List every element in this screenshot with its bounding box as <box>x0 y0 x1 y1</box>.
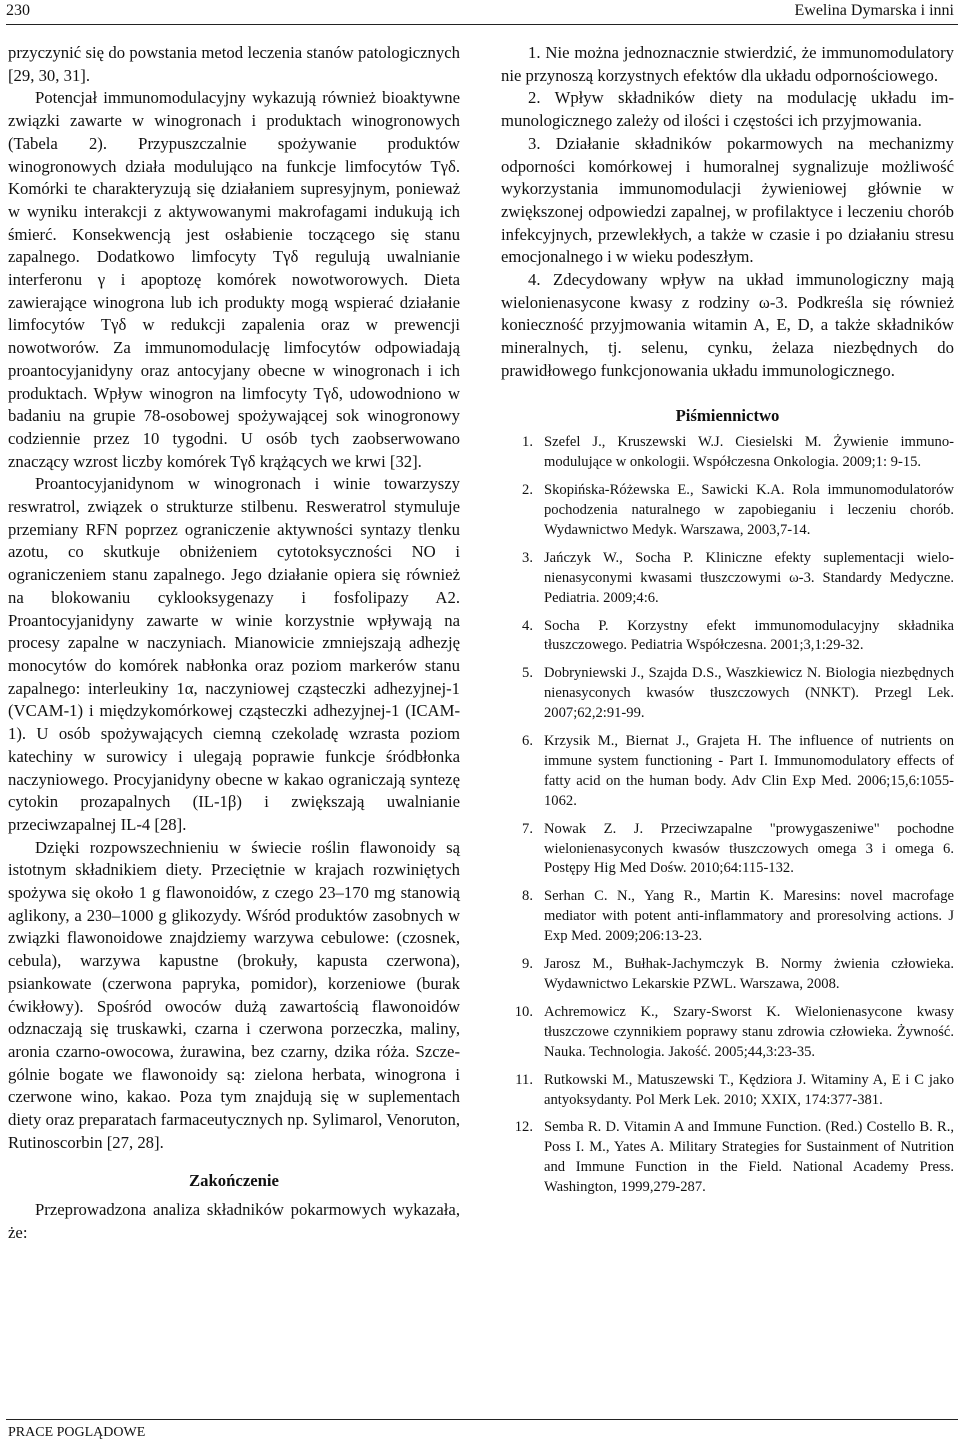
conclusion-item: 1. Nie można jednoznacznie stwierdzić, że immunomodulatory nie przynoszą korzystnych efektów dla układu odpornościowego. <box>501 43 954 85</box>
running-head-authors: Ewelina Dymarska i inni <box>794 2 954 19</box>
body-paragraph: Proantocyjanidynom w winogronach i winie towarzyszy reswratrol, związek o strukturze stilbenu. Resweratrol stymuluje przemiany RFN poprzez ograniczenie aktywności syntazy tlenku azotu, co skutkuje obniżeniem cytotoksyczności NO i ograniczeniem stanu zapalnego. Jego działanie opiera się również na blokowaniu cyklooksygenazy i fosfolipazy A2. Proantocyjanidyny zawarte w winie korzystnie wpływają na procesy zapalne w naczyniach. Mianowicie zmniejszają adhezję monocytów do komórek nabłonka oraz poziom markerów stanu zapalnego: interleukiny 1α, naczyniowej cząsteczki adhezyjnej-1 (VCAM-1) i międzykomórkowej cząsteczki adhezyjnej-1 (ICAM-1). U osób spożywających ciemną czekoladę wzrasta poziom katechiny w surowicy i ulegają poprawie funkcje śródbłonka naczyniowego. Procyjanidyny obecne w kakao ograniczają syntezę cytokin prozapalnych (IL-1β) i zwiększają uwalnianie przeciwzapalnej IL-4 [28]. <box>8 474 460 834</box>
section-heading-references: Piśmiennictwo <box>675 405 780 425</box>
page-footer <box>6 1419 958 1444</box>
reference-number: 10. <box>514 1003 533 1020</box>
section-label: PRACE POGLĄDOWE <box>8 1425 146 1440</box>
reference-item <box>501 433 954 473</box>
right-column <box>501 42 954 1206</box>
reference-list <box>501 433 954 1198</box>
reference-item <box>501 887 954 947</box>
reference-number: 4. <box>522 617 533 634</box>
section-heading-conclusion: Zakończenie <box>189 1171 279 1191</box>
reference-item <box>501 1071 954 1111</box>
reference-text: Skopińska-Różewska E., Sawicki K.A. Rola immunomodulatorów pochodzenia naturalnego w zapobieganiu i leczeniu chorób. Wydawnictwo Medyk. Warszawa, 2003,7-14. <box>544 482 954 538</box>
reference-number: 9. <box>522 956 533 973</box>
reference-text: Serhan C. N., Yang R., Martin K. Maresins: novel macrofage mediator with potent anti-inflammatory and proresolving actions. J Exp Med. 2009;206:13-23. <box>544 888 954 945</box>
body-paragraph: przyczynić się do powstania metod leczenia stanów patologicznych [29, 30, 31]. <box>8 43 460 85</box>
page-number: 230 <box>6 2 30 19</box>
reference-number: 11. <box>515 1071 533 1088</box>
reference-number: 3. <box>522 549 533 566</box>
reference-text: Szefel J., Kruszewski W.J. Ciesielski M. Żywienie immunomodulujące w onkologii. Współczesna Onkologia. 2009;1: 9-15. <box>544 434 954 471</box>
left-column <box>8 42 460 1245</box>
conclusion-list <box>501 42 954 383</box>
body-paragraph: Potencjał immunomodulacyjny wykazują również bioaktywne związki zawarte w winogronach i produktach winogronowych (Tabela 2). Przypuszczalnie spożywanie produktów winogronowych działa modulująco na funkcje limfocytów Tγδ. Komórki te charakteryzują się działaniem supresyjnym, ponieważ w wyniku interakcji z aktywowanymi makrofagami indukują ich śmierć. Konsekwencją jest osłabienie toczącego się stanu zapalnego. Dodatkowo limfocyty Tγδ regulują uwalnianie interferonu γ i apoptozę komórek nowotworowych. Dieta zawierające winogrona lub ich produkty mogą wspierać działanie limfocytów Tγδ w redukcji zapalenia oraz w prewencji nowotworów. Za immunomodulację limfocytów odpowiadają proantocyjanidyny oraz antocyjany obecne w winogronach i ich produktach. Wpływ winogron na limfocyty Tγδ, udowodniono w badaniu na grupie 78-osobowej spożywającej sok winogronowy codziennie przez 10 tygodni. U osób tych zaobserwowano znaczący wzrost liczby komórek Tγδ krążących we krwi [32]. <box>8 88 460 471</box>
reference-item <box>501 1118 954 1198</box>
reference-item <box>501 481 954 541</box>
reference-item <box>501 820 954 880</box>
reference-item <box>501 732 954 812</box>
reference-text: Achremowicz K., Szary-Sworst K. Wielonienasycone kwasy tłuszczowe czynnikiem poprawy stanu zdrowia człowieka. Żywność. Nauka. Technologia. Jakość. 2005;44,3:23-35. <box>544 1003 954 1060</box>
reference-text: Jańczyk W., Socha P. Kliniczne efekty suplementacji wielonienasyconymi kwasami tłuszczowymi ω-3. Standardy Medyczne. Pediatria. 2009;4:6. <box>544 549 954 606</box>
reference-text: Dobryniewski J., Szajda D.S., Waszkiewicz N. Biologia niezbędnych nienasyconych kwasów tłuszczowych (NNKT). Przegl Lek. 2007;62,2:91-99. <box>544 665 954 722</box>
reference-item <box>501 549 954 609</box>
reference-number: 12. <box>514 1119 533 1136</box>
conclusion-item: 3. Działanie składników pokarmowych na mechanizmy odporności komórkowej i humoralnej sygnalizuje możliwość wykorzystania immunomodulacji żywieniowej głównie w zwiększonej odpowiedzi zapalnej, w profilaktyce i leczeniu chorób infekcyjnych, przewlekłych, a także w czasie i po działaniu stresu emocjonalnego i w wieku podeszłym. <box>501 133 954 267</box>
reference-number: 1. <box>522 434 533 451</box>
conclusion-intro: Przeprowadzona analiza składników pokarmowych wykazała, że: <box>8 1200 460 1242</box>
reference-text: Semba R. D. Vitamin A and Immune Function. (Red.) Costello B. R., Poss I. M., Yates A. Military Strategies for Sustainment of Nutrition and Immune Function in the Field. National Academy Press. Washington, 1999,279-287. <box>544 1119 954 1196</box>
reference-number: 7. <box>522 820 533 837</box>
reference-number: 6. <box>522 733 533 750</box>
body-paragraph: Dzięki rozpowszechnieniu w świecie roślin flawonoidy są istotnym składnikiem diety. Przeciętnie w krajach rozwiniętych spożywa się około 1 g flawonoidów, z czego 23–170 mg stanowią aglikony, a 230–1000 g glikozydy. Wśród produktów zasobnych w związki flawonoidowe znajdziemy warzywa cebulowe: (czosnek, cebula), warzywa kapustne (brokuły, kapusta czerwona), psiankowate (czerwona papryka, pomidor), korzeniowe (burak ćwikłowy). Spośród owoców dużą zawartością flawonoidów odznaczają się truskawki, czarna i czerwona porzeczka, maliny, aronia czarno-owocowa, żurawina, bez czarny, dzika róża. Szczególnie bogate we flawonoidy są: zielona herbata, winogrona i czerwone wino, kakao. Poza tym znajdują się w suplementach diety oraz preparatach farmaceutycznych np. Sylimarol, Venoruton, Rutinoscorbin [27, 28]. <box>8 837 460 1152</box>
reference-text: Jarosz M., Bułhak-Jachymczyk B. Normy żwienia człowieka. Wydawnictwo Lekarskie PZWL. Warszawa, 2008. <box>544 956 954 992</box>
page-header <box>6 0 958 25</box>
reference-text: Nowak Z. J. Przeciwzapalne "prowygaszeniwe" pochodne wielonienasyconych kwasów tłuszczowych omega 3 i omega 6. Postępy Hig Med Dośw. 2010;64:115-132. <box>544 820 954 877</box>
reference-item <box>501 664 954 724</box>
reference-number: 5. <box>522 665 533 682</box>
reference-text: Rutkowski M., Matuszewski T., Kędziora J. Witaminy A, E i C jako antyoksydanty. Pol Merk Lek. 2010; XXIX, 174:377-381. <box>544 1071 954 1108</box>
reference-item <box>501 955 954 995</box>
reference-number: 8. <box>522 888 533 905</box>
reference-text: Krzysik M., Biernat J., Grajeta H. The influence of nutrients on immune system functioning - Part I. Immunomodulatory effects of fatty acid on the human body. Adv Clin Exp Med. 2006;15,6:1055-1062. <box>544 733 954 809</box>
conclusion-item: 2. Wpływ składników diety na modulację układu immunologicznego zależy od ilości i częstości ich przyjmowania. <box>501 88 954 131</box>
reference-text: Socha P. Korzystny efekt immunomodulacyjny składnika tłuszczowego. Pediatria Współczesna. 2001;3,1:29-32. <box>544 617 954 654</box>
reference-number: 2. <box>522 482 533 499</box>
conclusion-item: 4. Zdecydowany wpływ na układ immunologiczny mają wielonienasycone kwasy z rodziny ω-3. Podkreśla się również konieczność przyjmowania witamin A, E, D, a także składników mineralnych, tj. selenu, cynku, żelaza niezbędnych do prawidłowego funkcjonowania układu immunologicznego. <box>501 270 954 380</box>
reference-item <box>501 1003 954 1063</box>
reference-item <box>501 617 954 657</box>
